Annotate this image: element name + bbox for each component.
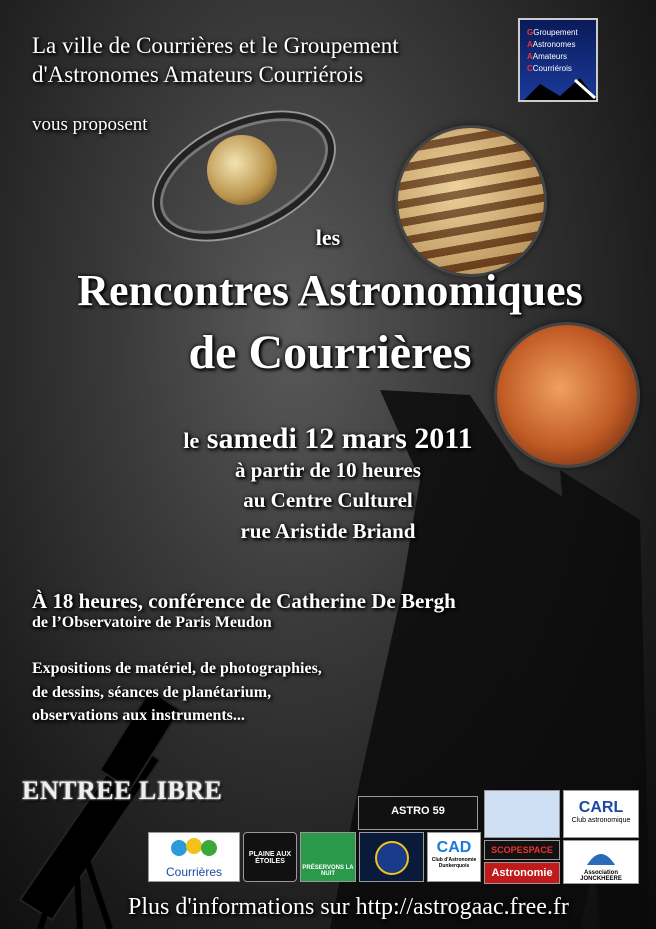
event-date <box>0 422 656 456</box>
title-les: les <box>315 225 341 250</box>
astronomie-magazine-logo: Astronomie <box>484 862 560 884</box>
page-title-line-1: Rencontres Astronomiques <box>77 266 583 315</box>
globe-logo <box>359 832 424 882</box>
intro-line-3: vous proposent <box>32 114 148 135</box>
plaine-aux-etoiles-logo: PLAINE AUX ÉTOILES <box>243 832 297 882</box>
astro59-logo: ASTRO 59 <box>358 796 478 830</box>
intro-line-2: d'Astronomes Amateurs Courriérois <box>32 62 364 87</box>
observatory-dome-icon <box>581 843 621 865</box>
event-time: à partir de 10 heures <box>235 458 421 482</box>
flower-icon <box>164 836 224 860</box>
conference-organisation: de l’Observatoire de Paris Meudon <box>32 614 272 631</box>
expositions-line-2: de dessins, séances de planétarium, <box>32 684 272 701</box>
intro-line-1: La ville de Courrières et le Groupement <box>32 33 399 58</box>
jonckheere-logo: Association JONCKHEERE <box>563 840 639 884</box>
event-venue: au Centre Culturel <box>243 488 413 512</box>
entree-libre: ENTREE LIBRE <box>22 776 223 805</box>
preservons-la-nuit-logo: PRÉSERVONS LA NUIT <box>300 832 356 882</box>
expositions-line-1: Expositions de matériel, de photographies, <box>32 660 322 677</box>
event-street: rue Aristide Briand <box>240 519 416 543</box>
nuit-astronomie-logo <box>484 790 560 838</box>
event-date-prefix: le <box>183 428 200 453</box>
event-date-value: samedi 12 mars 2011 <box>206 422 473 455</box>
conference-line: À 18 heures, conférence de Catherine De Bergh <box>32 589 456 613</box>
club-dunkerquois-logo: CAD Club d'Astronomie Dunkerquois <box>427 832 481 882</box>
expositions-line-3: observations aux instruments... <box>32 707 245 724</box>
gaac-logo: GGroupement AAstronomes AAmateurs CCourriérois <box>518 18 598 102</box>
carl-logo: CARL Club astronomique <box>563 790 639 838</box>
scopespace-logo: SCOPESPACE <box>484 840 560 860</box>
observatory-icon <box>520 70 598 102</box>
more-info-url[interactable]: Plus d'informations sur http://astrogaac.free.fr <box>128 894 569 920</box>
courrieres-logo: Courrières <box>148 832 240 882</box>
globe-icon <box>372 838 412 878</box>
page-title-line-2: de Courrières <box>188 326 472 379</box>
